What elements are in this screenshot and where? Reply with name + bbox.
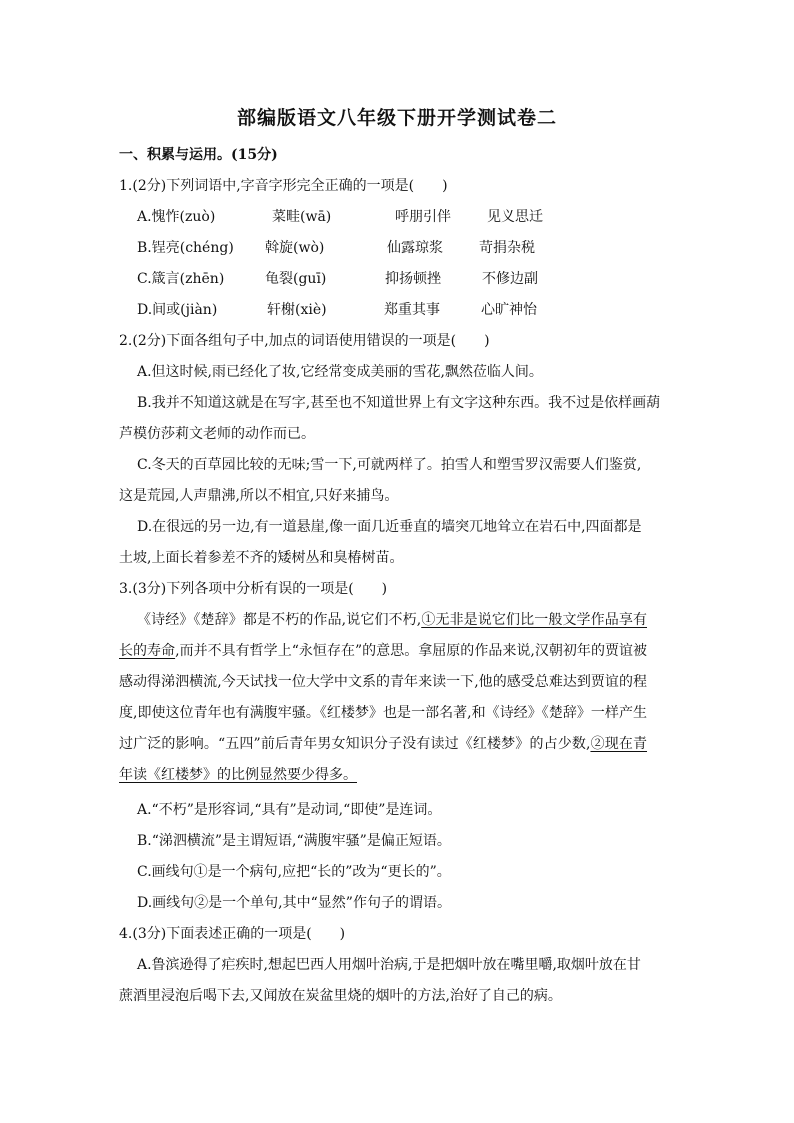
question-2-option-a: A.但这时候,雨已经化了妆,它经常变成美丽的雪花,飘然莅临人间。 [137,364,543,380]
option-word: 斡旋(wò) [265,240,325,256]
option-word: 心旷神怡 [481,302,537,318]
option-word: 龟裂(guī) [265,271,327,287]
question-1-stem: 1.(2分)下列词语中,字音字形完全正确的一项是( ) [119,178,448,194]
option-word: 呼朋引伴 [395,209,451,225]
question-2-option-c: C.冬天的百草园比较的无味;雪一下,可就两样了。拍雪人和塑雪罗汉需要人们鉴赏, [137,457,642,473]
underlined-sentence-2: ②现在青年读《红楼梦》的比例显然要少得多。 [119,736,648,783]
section-heading: 一、积累与运用。(15分) [119,147,278,163]
question-3-option-d: D.画线句②是一个单句,其中“显然”作句子的谓语。 [137,895,451,911]
question-3-option-a: A.“不朽”是形容词,“具有”是动词,“即使”是连词。 [137,802,442,818]
question-2-option-b-cont: 芦模仿莎莉文老师的动作而已。 [119,426,315,442]
passage-text: ,而并不具有哲学上“永恒存在”的意思。拿屈原的作品来说,汉朝初年的贾谊被感动得涕泗横流,今天试找一位大学中文系的青年来读一下,他的感受总难达到贾谊的程度,即使这位青年也有满腹牢骚。《红楼梦》也是一部名著,和《诗经》《楚辞》一样产生过广泛的影响。“五四”前后青年男女知识分子没有读过《红楼梦》的占少数, [119,643,648,752]
option-word: 抑扬顿挫 [385,271,441,287]
option-word: B.锃亮(chéng) [137,240,234,256]
question-1-option-d [137,300,657,320]
option-word: 轩榭(xiè) [267,302,327,318]
question-2-option-b: B.我并不知道这就是在写字,甚至也不知道世界上有文字这种东西。我不过是依样画葫 [137,395,661,411]
question-2-option-d: D.在很远的另一边,有一道悬崖,像一面几近垂直的墙突兀地耸立在岩石中,四面都是 [137,519,642,535]
option-word: D.间或(jiàn) [137,302,218,318]
option-word: 见义思迁 [487,209,543,225]
underlined-sentence-1: ①无非是说它们比一般文学作品享有长的寿命 [119,612,648,659]
page-title: 部编版语文八年级下册开学测试卷二 [236,107,557,129]
option-word: 苛捐杂税 [479,240,535,256]
option-word: A.愧怍(zuò) [137,209,216,225]
question-3-stem: 3.(3分)下列各项中分析有误的一项是( ) [119,581,388,597]
question-4-stem: 4.(3分)下面表述正确的一项是( ) [119,926,346,942]
question-3-option-b: B.“涕泗横流”是主谓短语,“满腹牢骚”是偏正短语。 [137,833,451,849]
option-word: 郑重其事 [384,302,440,318]
question-1-option-c [137,269,657,289]
question-3-option-c: C.画线句①是一个病句,应把“长的”改为“更长的”。 [137,864,451,880]
option-word: 仙露琼浆 [387,240,443,256]
option-word: C.箴言(zhēn) [137,271,225,287]
question-4-option-a: A.鲁滨逊得了疟疾时,想起巴西人用烟叶治病,于是把烟叶放在嘴里嚼,取烟叶放在甘 [137,957,641,973]
option-word: 菜畦(wā) [272,209,332,225]
question-4-option-a-cont: 蔗酒里浸泡后喝下去,又闻放在炭盆里烧的烟叶的方法,治好了自己的病。 [119,988,562,1004]
option-word: 不修边副 [482,271,538,287]
question-3-passage [119,605,647,791]
question-2-option-c-cont: 这是荒园,人声鼎沸,所以不相宜,只好来捕鸟。 [119,488,399,504]
question-2-option-d-cont: 土坡,上面长着参差不齐的矮树丛和臭椿树苗。 [119,550,404,566]
question-1-option-a [137,207,657,227]
question-1-option-b [137,238,657,258]
passage-text: 《诗经》《楚辞》都是不朽的作品,说它们不朽, [137,612,422,628]
question-2-stem: 2.(2分)下面各组句子中,加点的词语使用错误的一项是( ) [119,333,490,349]
